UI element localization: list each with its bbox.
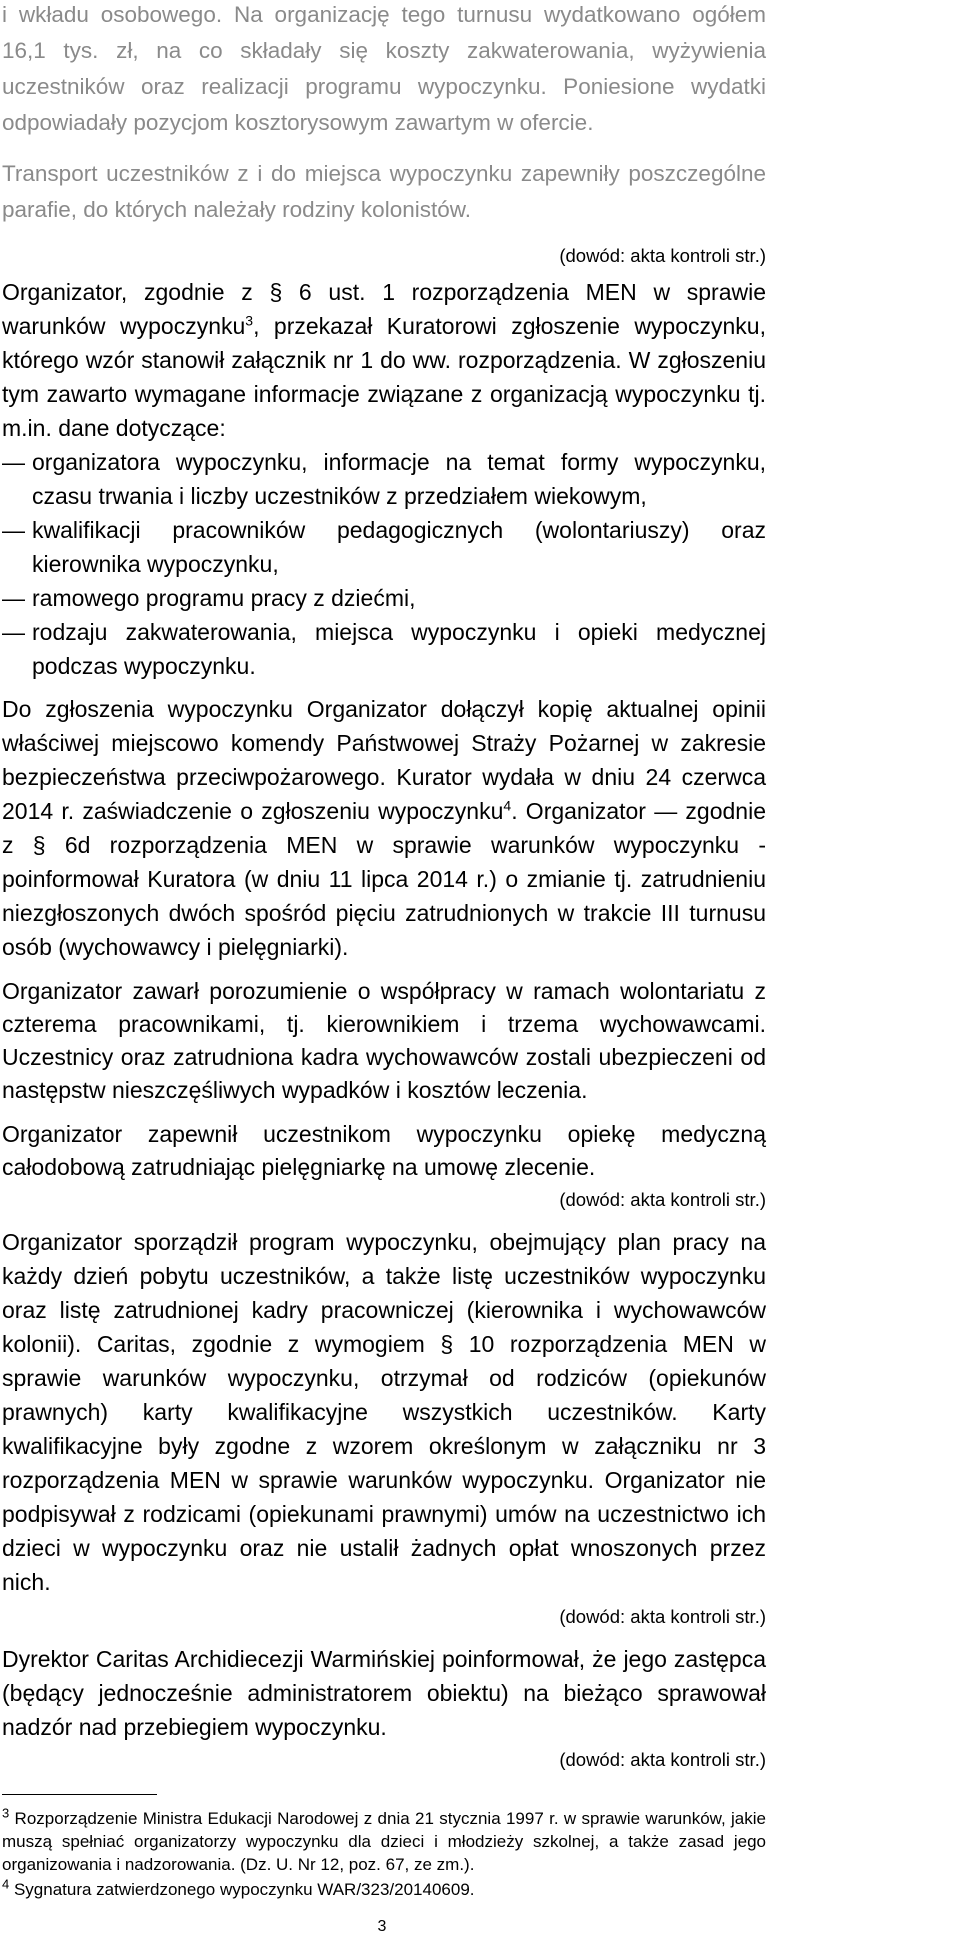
evidence-note: (dowód: akta kontroli str.) [559,245,766,266]
list-item: — ramowego programu pracy z dziećmi, [2,581,766,615]
notification-contents-list [2,445,766,683]
footnote-ref-3: 3 [245,312,254,329]
paragraph-funding: i wkładu osobowego. Na organizację tego turnusu wydatkowano ogółem 16,1 tys. zł, na co składały się koszty zakwaterowania, wyżywienia uczestników oraz realizacji programu wypoczynku. Poniesione wydatki odpowiadały pozycjom kosztorysowym zawartym w ofercie. [2,2,766,135]
page-number: 3 [377,1918,387,1935]
dash-bullet: — [2,619,25,645]
evidence-note: (dowód: akta kontroli str.) [559,1606,766,1627]
paragraph-program: Organizator sporządził program wypoczynku, obejmujący plan pracy na każdy dzień pobytu uczestników, a także listę uczestników wypoczynku oraz listę zatrudnionej kadry pracowniczej (kierownika i wychowawców kolonii). Caritas, zgodnie z wymogiem § 10 rozporządzenia MEN w sprawie warunków wypoczynku, otrzymał od rodziców (opiekunów prawnych) karty kwalifikacyjne wszystkich uczestników. Karty kwalifikacyjne były zgodne z wzorem określonym w załączniku nr 3 rozporządzenia MEN w sprawie warunków wypoczynku. Organizator nie podpisywał z rodzicami (opiekunami prawnymi) umów na uczestnictwo ich dzieci w wypoczynku oraz nie ustalił żadnych opłat wnoszonych przez nich. [2,1229,766,1595]
dash-bullet: — [2,585,25,611]
evidence-note: (dowód: akta kontroli str.) [559,1189,766,1210]
paragraph-supervision: Dyrektor Caritas Archidiecezji Warmińskiej poinformował, że jego zastępca (będący jednocześnie administratorem obiektu) na bieżąco sprawował nadzór nad przebiegiem wypoczynku. [2,1646,766,1740]
footnote-4: $^4$ Sygnatura zatwierdzonego wypoczynku WAR/323/20140609. [2,1876,475,1899]
paragraph-transport: Transport uczestników z i do miejsca wypoczynku zapewniły poszczególne parafie, do których należały rodziny kolonistów. [2,161,766,222]
paragraph-notification: Organizator, zgodnie z § 6 ust. 1 rozporządzenia MEN w sprawie warunków wypoczynku$^3$, przekazał Kuratorowi zgłoszenie wypoczynku, którego wzór stanowił załącznik nr 1 do ww. rozporządzenia. W zgłoszeniu tym zawarto wymagane informacje związane z organizacją wypoczynku tj. m.in. dane dotyczące: [2,279,766,441]
footnote-separator [2,1794,157,1795]
footnote-ref-4: 4 [503,797,512,814]
list-item: — organizatora wypoczynku, informacje na temat formy wypoczynku, czasu trwania i liczby uczestników z przedziałem wiekowym, [2,445,766,513]
evidence-note: (dowód: akta kontroli str.) [559,1749,766,1770]
paragraph-fire-opinion: Do zgłoszenia wypoczynku Organizator dołączył kopię aktualnej opinii właściwej miejscowo komendy Państwowej Straży Pożarnej w zakresie bezpieczeństwa przeciwpożarowego. Kurator wydała w dniu 24 czerwca 2014 r. zaświadczenie o zgłoszeniu wypoczynku$^4$. Organizator — zgodnie z § 6d rozporządzenia MEN w sprawie warunków wypoczynku - poinformował Kuratora (w dniu 11 lipca 2014 r.) o zmianie tj. zatrudnieniu niezgłoszonych dwóch spośród pięciu zatrudnionych w trakcie III turnusu osób (wychowawcy i pielęgniarki). [2,696,766,960]
list-item: — rodzaju zakwaterowania, miejsca wypoczynku i opieki medycznej podczas wypoczynku. [2,615,766,683]
paragraph-volunteers: Organizator zawarł porozumienie o współpracy w ramach wolontariatu z czterema pracownikami, tj. kierownikiem i trzema wychowawcami. Uczestnicy oraz zatrudniona kadra wychowawców zostali ubezpieczeni od następstw nieszczęśliwych wypadków i kosztów leczenia. [2,978,766,1103]
footnote-3: $^3$ Rozporządzenie Ministra Edukacji Narodowej z dnia 21 stycznia 1997 r. w sprawie warunków, jakie muszą spełniać organizatorzy wypoczynku dla dzieci i młodzieży szkolnej, a także zasad jego organizowania i nadzorowania. (Dz. U. Nr 12, poz. 67, ze zm.). [2,1805,766,1874]
dash-bullet: — [2,449,25,475]
footnotes [2,1807,766,1901]
list-item: — kwalifikacji pracowników pedagogicznych (wolontariuszy) oraz kierownika wypoczynku, [2,513,766,581]
dash-bullet: — [2,517,25,543]
paragraph-medical-care: Organizator zapewnił uczestnikom wypoczynku opiekę medyczną całodobową zatrudniając pielęgniarkę na umowę zlecenie. [2,1121,766,1180]
